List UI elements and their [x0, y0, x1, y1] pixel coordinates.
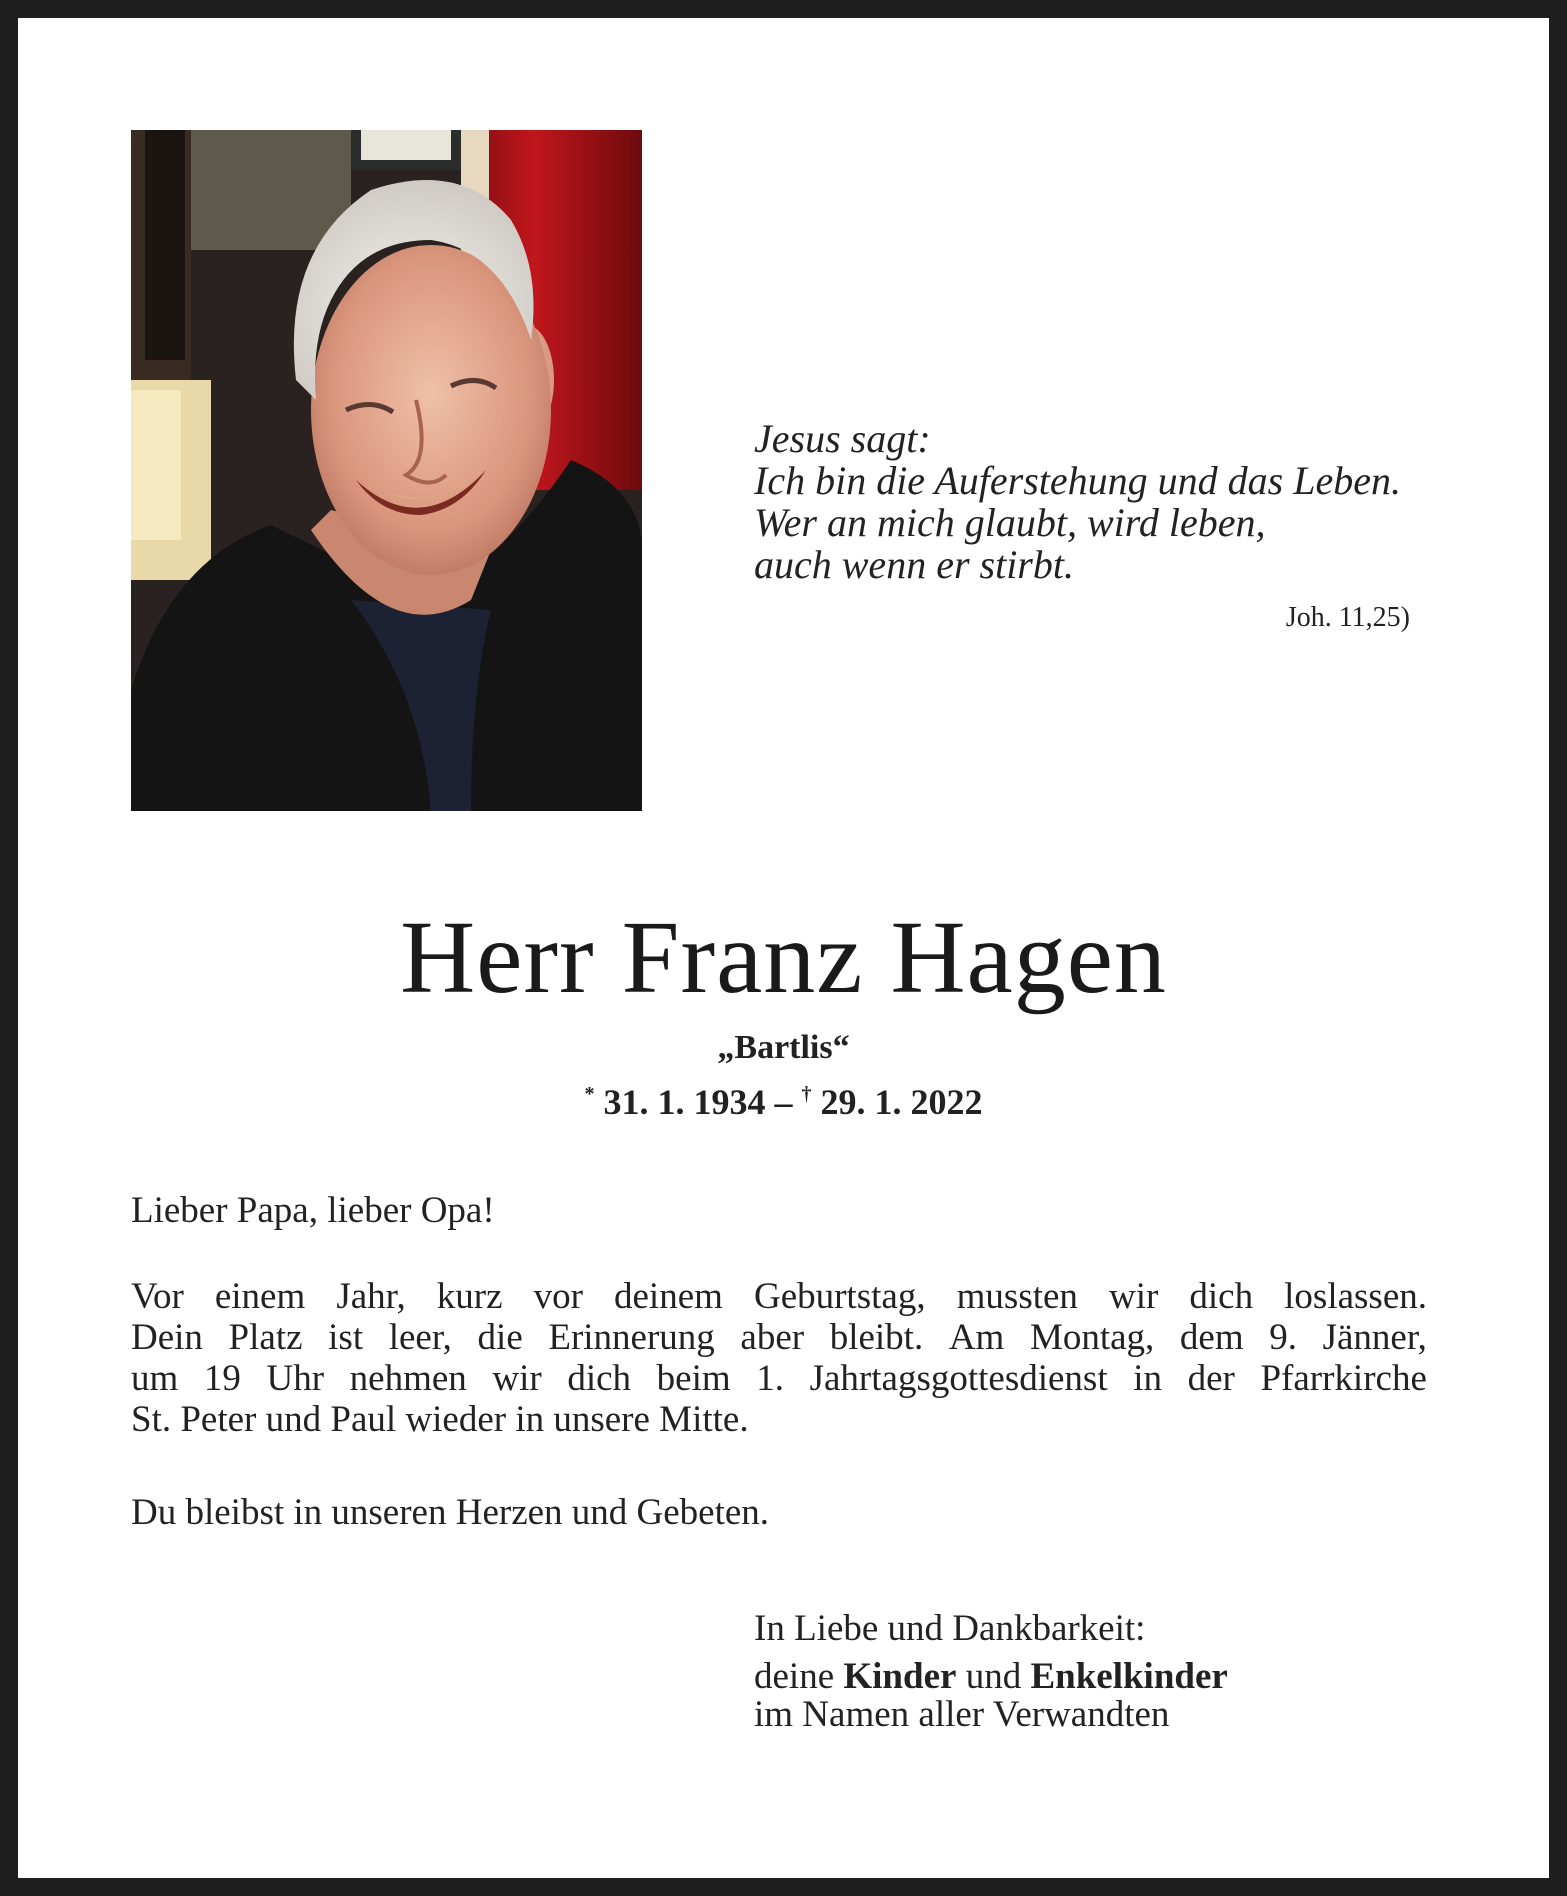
message-line [131, 1317, 1427, 1358]
quote-line: Wer an mich glaubt, wird leben, [754, 500, 1266, 545]
message-word: der [1187, 1358, 1235, 1399]
message-word: Jänner, [1322, 1317, 1427, 1358]
signature-family [754, 1658, 1454, 1696]
message-word: Vor [131, 1276, 184, 1317]
message-word: einem [214, 1276, 306, 1317]
message-word: loslassen. [1284, 1276, 1427, 1317]
signature-grandchildren: Enkelkinder [1030, 1656, 1228, 1697]
quote-line: Ich bin die Auferstehung und das Leben. [754, 458, 1401, 503]
message-word: beim [656, 1358, 731, 1399]
message-word: Geburtstag, [753, 1276, 926, 1317]
portrait-image [131, 130, 642, 811]
signature-block [754, 1610, 1454, 1734]
message-word: Platz [228, 1317, 303, 1358]
message-word: um [131, 1358, 179, 1399]
message-word: Jahr, [336, 1276, 406, 1317]
message-word: mussten [956, 1276, 1078, 1317]
deceased-name: Herr Franz Hagen [400, 900, 1167, 1015]
deceased-nickname: „Bartlis“ [717, 1029, 850, 1066]
message-word: 9. [1269, 1317, 1297, 1358]
message-word: wir [1108, 1276, 1159, 1317]
message-word: Erinnerung [548, 1317, 715, 1358]
message-word: 19 [203, 1358, 241, 1399]
signature-children: Kinder [843, 1656, 957, 1697]
signature-relatives: im Namen aller Verwandten [754, 1694, 1170, 1735]
memorial-message [131, 1276, 1427, 1440]
message-word: 1. [756, 1358, 784, 1399]
message-word: Dein [131, 1317, 203, 1358]
message-line [131, 1358, 1427, 1399]
message-word: Uhr [266, 1358, 325, 1399]
message-word: deinem [614, 1276, 723, 1317]
bible-quote [754, 418, 1474, 586]
life-dates [18, 1080, 1549, 1124]
message-word: dich [567, 1358, 632, 1399]
message-word: Jahrtagsgottesdienst [809, 1358, 1108, 1399]
signature-prefix: deine [754, 1656, 835, 1697]
message-word: vor [533, 1276, 583, 1317]
quote-line: Jesus sagt: [754, 416, 931, 461]
closing-line: Du bleibst in unseren Herzen und Gebeten. [131, 1492, 770, 1533]
portrait-photo [131, 130, 642, 811]
message-line: St. Peter und Paul wieder in unsere Mitte. [131, 1399, 749, 1440]
message-word: dich [1189, 1276, 1254, 1317]
date-separator: – [774, 1082, 793, 1122]
message-word: bleibt. [829, 1317, 924, 1358]
message-word: dem [1179, 1317, 1244, 1358]
death-symbol: † [801, 1083, 812, 1105]
message-word: Pfarrkirche [1260, 1358, 1427, 1399]
greeting: Lieber Papa, lieber Opa! [131, 1190, 495, 1231]
message-word: aber [740, 1317, 805, 1358]
birth-symbol: * [584, 1083, 595, 1105]
message-word: wir [492, 1358, 542, 1399]
message-line [131, 1276, 1427, 1317]
death-date: 29. 1. 2022 [820, 1082, 983, 1122]
message-word: Montag, [1029, 1317, 1155, 1358]
obituary-card [18, 18, 1549, 1878]
verse-reference: Joh. 11,25) [1285, 602, 1410, 633]
birth-date: 31. 1. 1934 [603, 1082, 766, 1122]
message-word: nehmen [349, 1358, 467, 1399]
signature-conjunction: und [965, 1656, 1022, 1697]
message-word: die [477, 1317, 523, 1358]
message-word: kurz [436, 1276, 503, 1317]
quote-line: auch wenn er stirbt. [754, 542, 1074, 587]
message-word: in [1133, 1358, 1162, 1399]
signature-intro: In Liebe und Dankbarkeit: [754, 1608, 1146, 1649]
message-word: leer, [388, 1317, 452, 1358]
message-word: ist [328, 1317, 364, 1358]
message-word: Am [948, 1317, 1005, 1358]
